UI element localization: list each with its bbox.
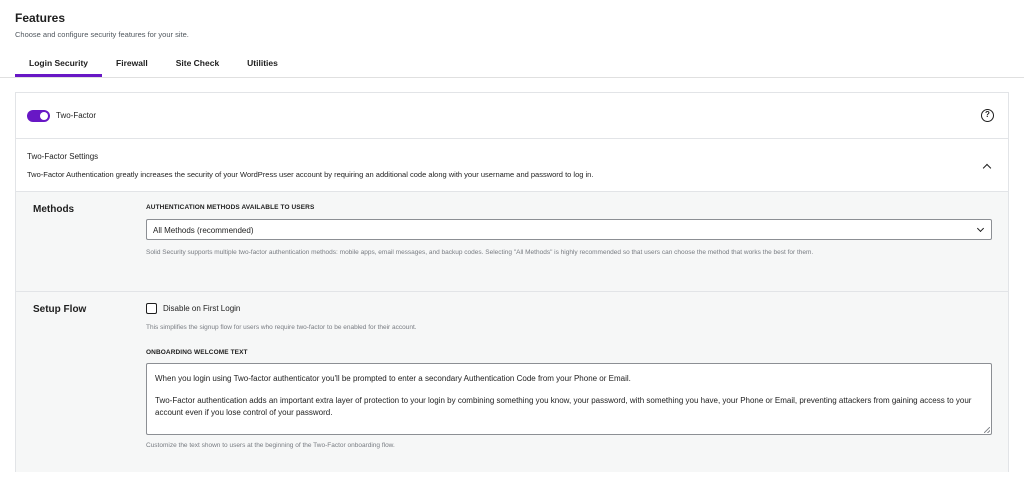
settings-description: Two-Factor Authentication greatly increases the security of your WordPress user account by requiring an additional code along with your username and password to log in. xyxy=(27,170,594,179)
resize-handle-icon[interactable] xyxy=(984,427,990,433)
tab-login-security[interactable]: Login Security xyxy=(15,52,102,77)
chevron-down-icon xyxy=(977,225,984,232)
two-factor-card xyxy=(15,92,1009,472)
auth-methods-help: Solid Security supports multiple two-factor authentication methods: mobile apps, email messages, and backup codes. Selecting "All Methods" is highly recommended so that users can choose the method that works the best for them. xyxy=(146,249,814,256)
tabs-divider xyxy=(0,77,1024,78)
disable-first-login-label[interactable]: Disable on First Login xyxy=(163,304,241,313)
onboarding-field-label: ONBOARDING WELCOME TEXT xyxy=(146,349,248,356)
tab-utilities[interactable]: Utilities xyxy=(247,58,278,68)
auth-methods-field-label: AUTHENTICATION METHODS AVAILABLE TO USERS xyxy=(146,204,315,211)
question-circle-icon[interactable]: ? xyxy=(981,109,994,122)
methods-section xyxy=(16,191,1008,291)
feature-toggle-row xyxy=(16,93,1008,139)
tab-firewall[interactable]: Firewall xyxy=(116,58,148,68)
chevron-up-icon[interactable] xyxy=(983,164,991,172)
two-factor-toggle[interactable] xyxy=(27,110,50,122)
feature-label: Two-Factor xyxy=(56,111,97,120)
settings-header[interactable] xyxy=(16,139,1008,191)
page-title: Features xyxy=(15,11,66,25)
onboarding-welcome-textarea[interactable] xyxy=(146,363,992,435)
page-subtitle: Choose and configure security features for your site. xyxy=(15,30,189,39)
auth-methods-select[interactable] xyxy=(146,219,992,240)
methods-label: Methods xyxy=(33,204,75,215)
settings-title: Two-Factor Settings xyxy=(27,152,99,161)
setup-flow-label: Setup Flow xyxy=(33,304,87,315)
onboarding-help: Customize the text shown to users at the beginning of the Two-Factor onboarding flow. xyxy=(146,442,395,449)
disable-first-login-help: This simplifies the signup flow for users who require two-factor to be enabled for their account. xyxy=(146,324,417,331)
onboarding-text-paragraph-2: Two-Factor authentication adds an important extra layer of protection to your login by combining something you know, your password, with something you have, your Phone or Email, preventing attackers from gaining access to your account even if you lose control of your password. xyxy=(155,396,972,417)
disable-first-login-checkbox[interactable] xyxy=(146,303,157,314)
page-header xyxy=(15,11,1024,39)
onboarding-text-paragraph-1: When you login using Two-factor authenticator you'll be prompted to enter a secondary Authentication Code from your Phone or Email. xyxy=(155,374,631,383)
setup-flow-section xyxy=(16,291,1008,472)
tab-site-check[interactable]: Site Check xyxy=(175,58,220,68)
auth-methods-selected-value: All Methods (recommended) xyxy=(153,226,254,235)
toggle-knob xyxy=(40,112,48,120)
tab-bar xyxy=(15,52,292,77)
